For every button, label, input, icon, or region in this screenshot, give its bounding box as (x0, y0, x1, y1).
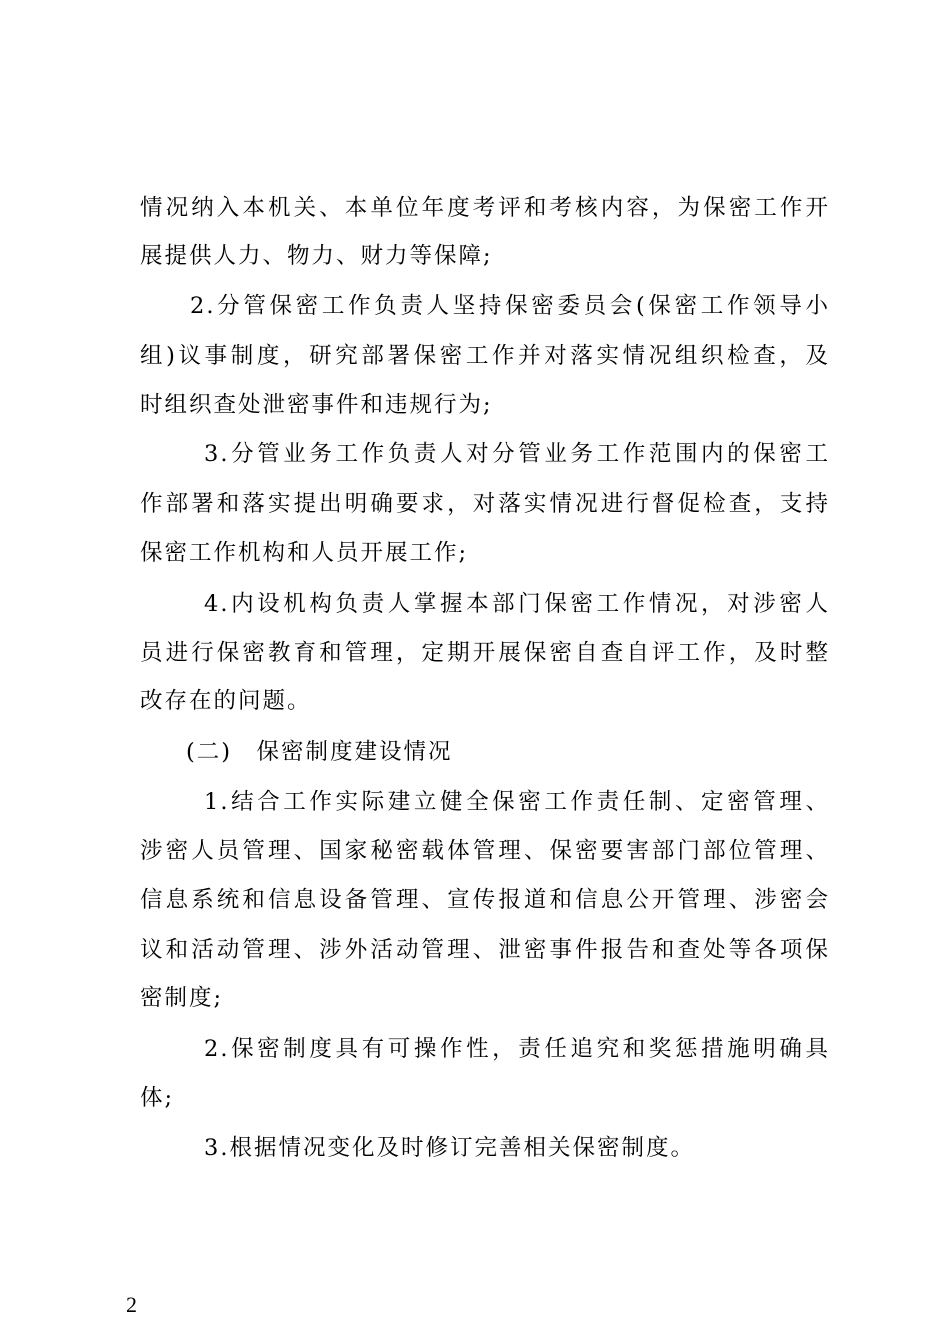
text-line: 议和活动管理、涉外活动管理、泄密事件报告和查处等各项保 (140, 937, 830, 963)
text-line: 信息系统和信息设备管理、宣传报道和信息公开管理、涉密会 (140, 887, 830, 913)
text-line: 作部署和落实提出明确要求，对落实情况进行督促检查，支持 (140, 491, 830, 517)
text-line: 3.分管业务工作负责人对分管业务工作范围内的保密工 (204, 441, 830, 467)
text-line: 3.根据情况变化及时修订完善相关保密制度。 (204, 1135, 695, 1161)
text-line: 密制度; (140, 985, 224, 1011)
text-line: 4.内设机构负责人掌握本部门保密工作情况，对涉密人 (204, 591, 830, 617)
text-line: 2.分管保密工作负责人坚持保密委员会(保密工作领导小 (190, 293, 830, 319)
page-number: 2 (126, 1292, 137, 1317)
text-line: 改存在的问题。 (140, 688, 312, 714)
text-line: 情况纳入本机关、本单位年度考评和考核内容，为保密工作开 (140, 195, 830, 221)
text-line: 时组织查处泄密事件和违规行为; (140, 392, 493, 418)
text-line: 1.结合工作实际建立健全保密工作责任制、定密管理、 (204, 789, 830, 815)
text-line: 体; (140, 1085, 175, 1111)
text-line: 员进行保密教育和管理，定期开展保密自查自评工作，及时整 (140, 640, 830, 666)
text-line: 展提供人力、物力、财力等保障; (140, 243, 493, 269)
text-line: 2.保密制度具有可操作性，责任追究和奖惩措施明确具 (204, 1036, 830, 1062)
text-line: 组)议事制度，研究部署保密工作并对落实情况组织检查，及 (140, 343, 830, 369)
text-line: 涉密人员管理、国家秘密载体管理、保密要害部门部位管理、 (140, 838, 830, 864)
section-heading: (二) 保密制度建设情况 (186, 739, 453, 765)
text-line: 保密工作机构和人员开展工作; (140, 540, 469, 566)
